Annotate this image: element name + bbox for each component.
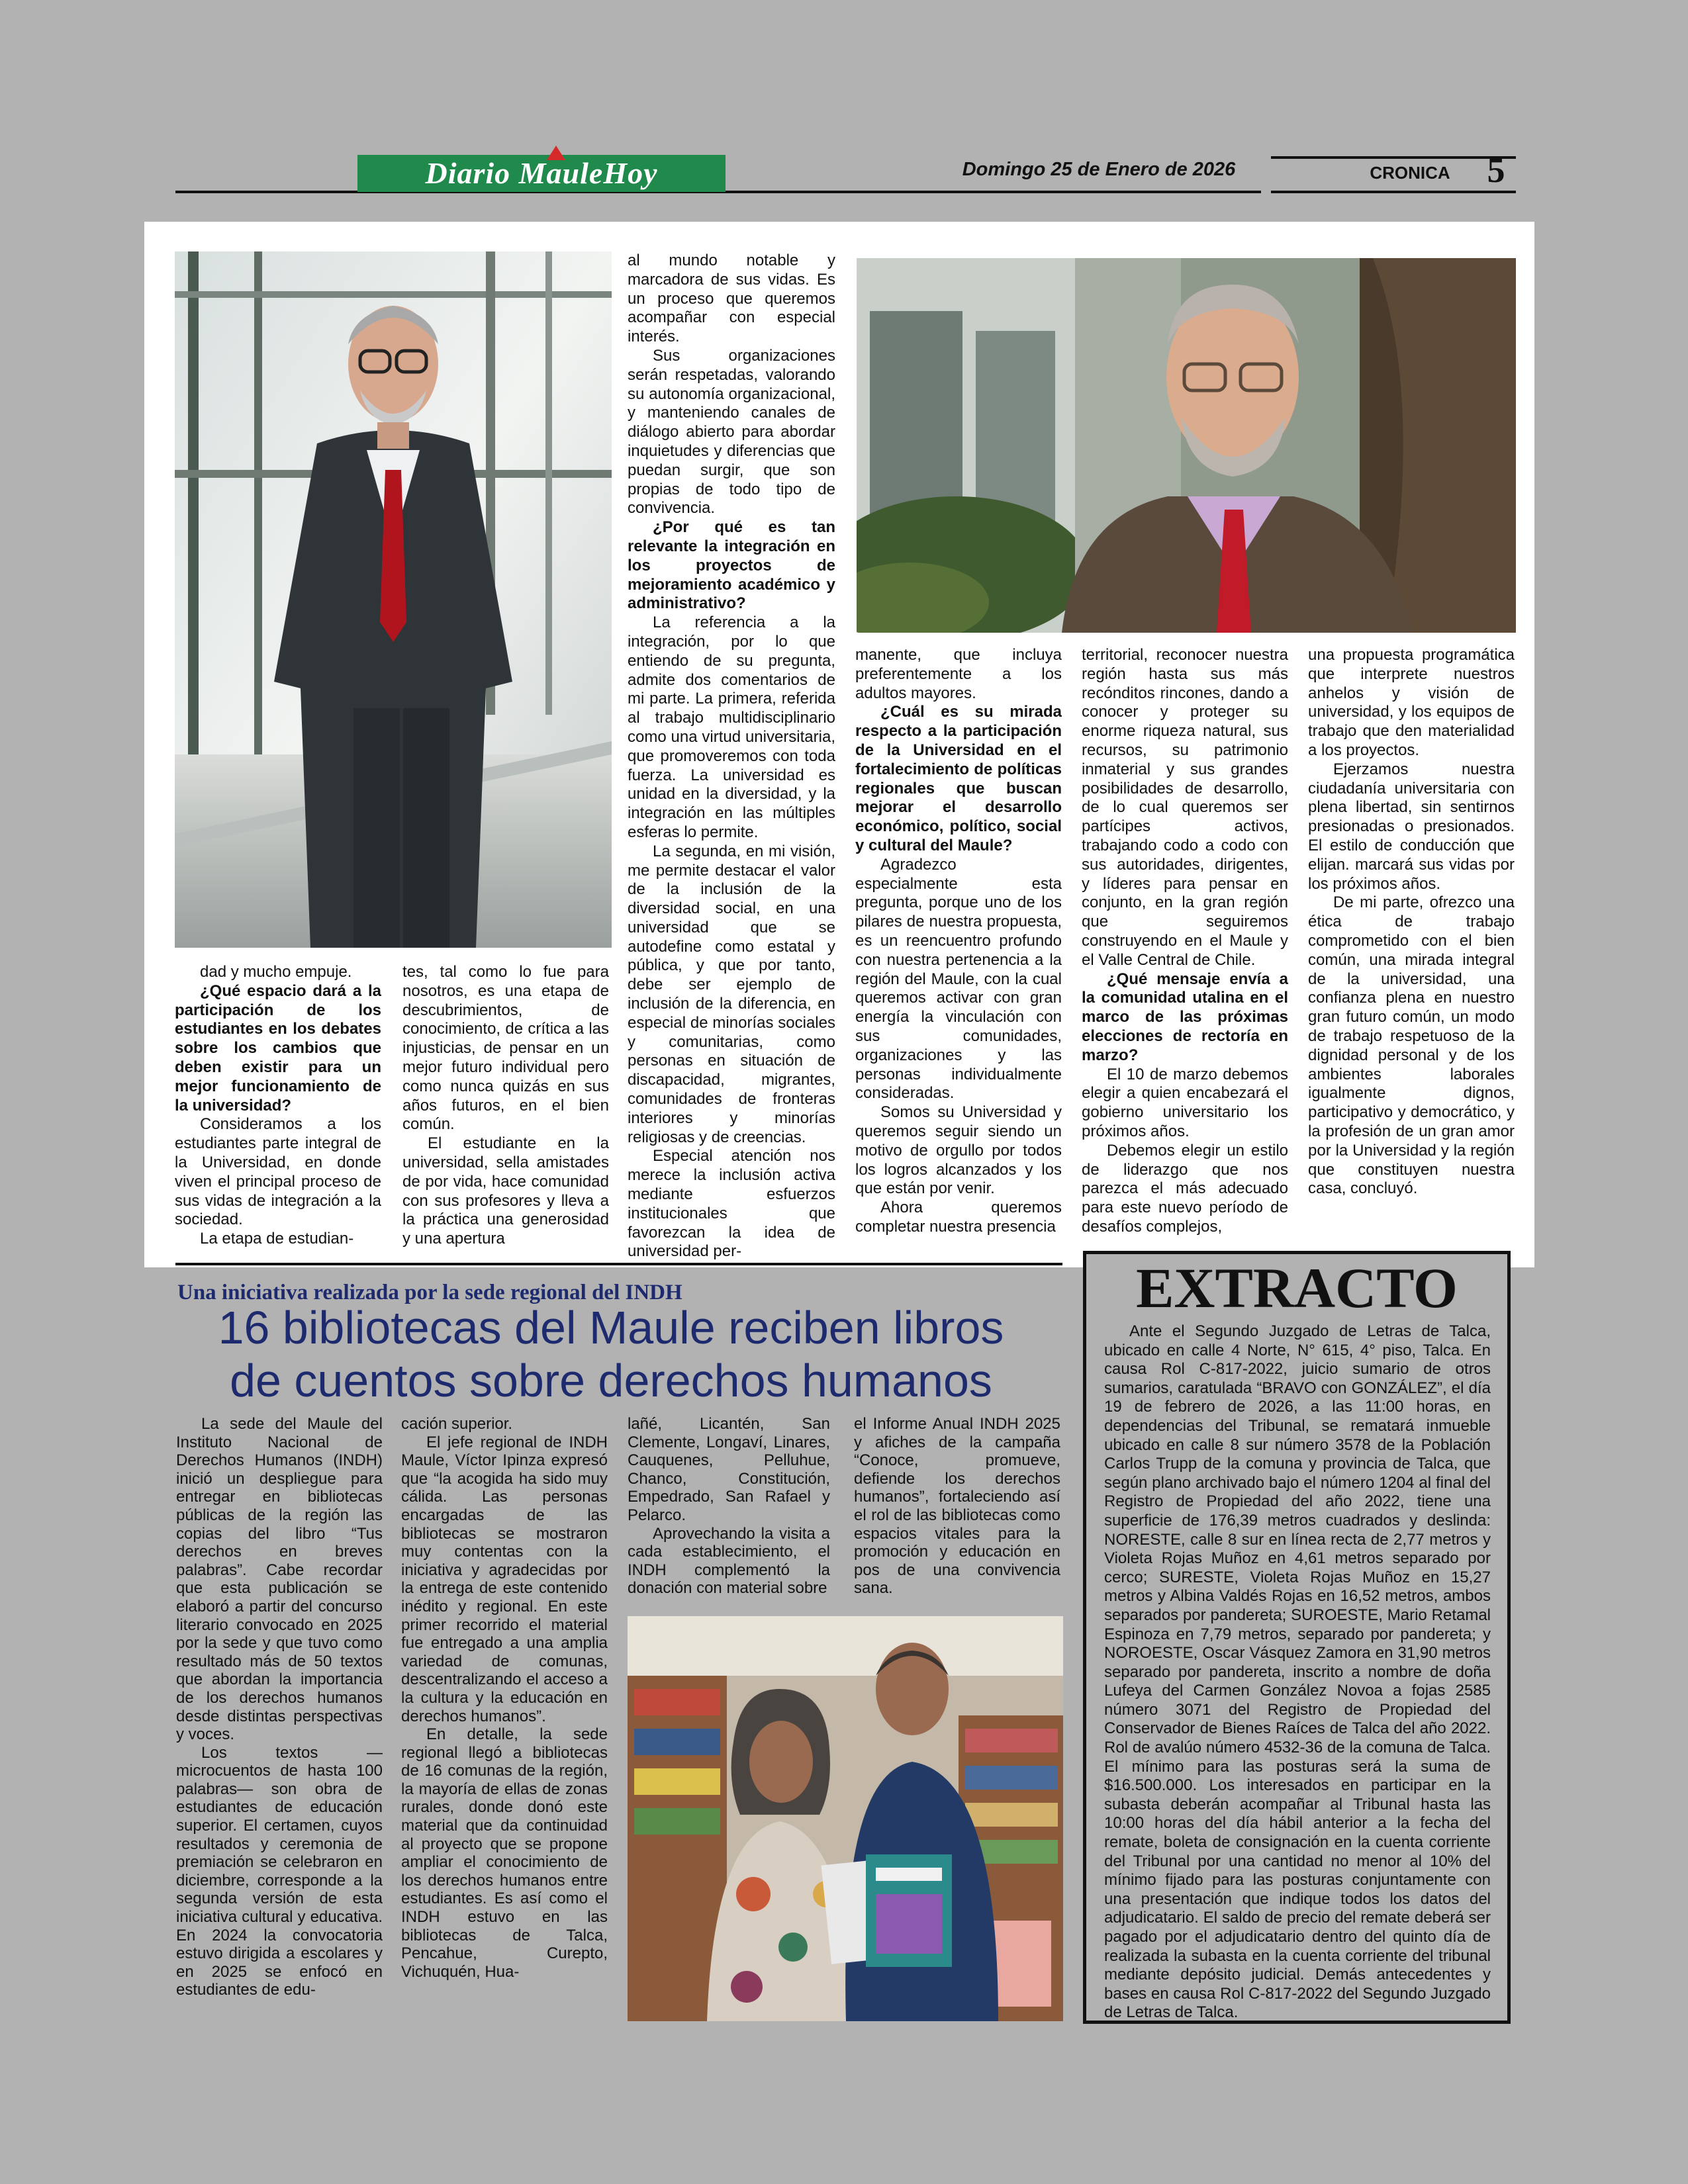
interview-col-2 — [402, 963, 609, 1249]
article-paragraph: En detalle, la sede regional llegó a bibliotecas de 16 comunas de la región, la mayoría de ellas de zonas rurales, donde donó este material que da continuidad al proyecto que se propone ampliar el conocimiento de los derechos humanos entre estudiantes. Es así como el INDH estuvo en las bibliotecas de Talca, Pencahue, Curepto, Vichuquén, Hua- — [401, 1725, 608, 1981]
interview-paragraph: manente, que incluya preferentemente a los adultos mayores. — [855, 646, 1062, 702]
interview-paragraph: La segunda, en mi visión, me permite destacar el valor de la inclusión de la diversidad social, en una universidad que se autodefine como estatal y pública, y que por tanto, debe ser ejemplo de inclusión de la diferencia, en especial de minorías sociales y comunitarias, como personas en situación de discapacidad, migrantes, comunidades de fronteras interiores y minorías religiosas y de creencias. — [628, 842, 835, 1146]
masthead-rule-right — [1271, 191, 1516, 193]
indh-headline-line-1: 16 bibliotecas del Maule reciben libros — [218, 1302, 1004, 1353]
brand-logo — [357, 155, 726, 192]
interview-photo-portrait — [857, 258, 1516, 633]
interview-col-5 — [1082, 646, 1288, 1237]
indh-headline — [171, 1301, 1051, 1407]
article-paragraph: Los textos —microcuentos de hasta 100 palabras— son obra de estudiantes de educación superior. El certamen, cuyos resultados y ceremonia de premiación se celebraron en diciembre, corresponde a la segunda versión de esta iniciativa cultural y educativa. En 2024 la convocatoria estuvo dirigida a escolares y en 2025 se enfocó en estudiantes de edu- — [176, 1743, 383, 1999]
article-paragraph: La sede del Maule del Instituto Nacional de Derechos Humanos (INDH) inició un despliegue para entregar en bibliotecas públicas de la región las copias del libro “Tus derechos en breves palabras”. Cabe recordar que esta publicación se elaboró a partir del concurso literario convocado en 2025 por la sede y que tuvo como resultado más de 50 textos que abordan la importancia de los derechos humanos desde distintas perspectivas y voces. — [176, 1415, 383, 1744]
interview-paragraph: Ejerzamos nuestra ciudadanía universitaria con plena libertad, sin sentirnos presionadas o presionados. El estilo de conducción que elijan. marcará sus vidas por los próximos años. — [1308, 760, 1515, 893]
interview-question: ¿Cuál es su mirada respecto a la participación de la Universidad en el fortalecimiento de políticas regionales que buscan mejorar el desarrollo económico, político, social y cultural del Maule? — [855, 703, 1062, 854]
indh-photo — [628, 1616, 1063, 2021]
library-delivery-image — [628, 1616, 1063, 2021]
interview-paragraph: Agradezco especialmente esta pregunta, porque uno de los pilares de nuestra propuesta, es un reencuentro profundo con nuestra pertenencia a la región del Maule, con la cual queremos activar con gran energía la vinculación con sus comunidades, organizaciones y las personas individualmente consideradas. — [855, 855, 1062, 1103]
indh-headline-line-2: de cuentos sobre derechos humanos — [230, 1355, 992, 1406]
interview-paragraph: Ahora queremos completar nuestra presencia — [855, 1199, 1062, 1236]
interview-col-6 — [1308, 646, 1515, 1199]
interview-paragraph: El 10 de marzo debemos elegir a quien encabezará el gobierno universitario los próximos años. — [1082, 1065, 1288, 1140]
extracto-title: EXTRACTO — [1136, 1256, 1458, 1320]
indh-col-1 — [176, 1415, 383, 1999]
page-number: 5 — [1487, 150, 1505, 190]
interview-paragraph: dad y mucho empuje. — [200, 963, 352, 981]
section-name: CRONICA — [1370, 163, 1450, 183]
interview-paragraph: Especial atención nos merece la inclusión activa mediante esfuerzos institucionales que favorezcan la idea de universidad per- — [628, 1147, 835, 1261]
article-paragraph: El jefe regional de INDH Maule, Víctor Ipinza expresó que “la acogida ha sido muy cálida. Las personas encargadas de las bibliotecas se mostraron muy contentas con la iniciativa y agradecidas por la entrega de este contenido inédito y regional. En este primer recorrido el material fue entregado a una amplia variedad de comunas, descentralizando el acceso a la cultura y la educación en derechos humanos”. — [401, 1433, 608, 1725]
issue-date: Domingo 25 de Enero de 2026 — [962, 159, 1236, 180]
indh-col-4 — [854, 1415, 1060, 1598]
portrait-man-image — [857, 258, 1516, 633]
interview-paragraph: La etapa de estudian- — [200, 1230, 354, 1248]
interview-question: ¿Por qué es tan relevante la integración en los proyectos de mejoramiento académico y administrativo? — [628, 518, 835, 613]
interview-paragraph: Sus organizaciones serán respetadas, valorando su autonomía organizacional, y manteniendo canales de diálogo abierto para abordar inquietudes y diferencias que puedan surgir, que son propias de todo tipo de convivencia. — [628, 346, 835, 518]
indh-col-3 — [628, 1415, 830, 1598]
interview-paragraph: una propuesta programática que interprete nuestros anhelos y visión de universidad, y los equipos de trabajo que den materialidad a los proyectos. — [1308, 646, 1515, 759]
article-paragraph: lañé, Licantén, San Clemente, Longaví, Linares, Cauquenes, Pelluhue, Chanco, Constitución, Empedrado, San Rafael y Pelarco. — [628, 1415, 830, 1524]
interview-paragraph: Somos su Universidad y queremos seguir siendo un motivo de orgullo por todos los logros alcanzados y los que están por venir. — [855, 1103, 1062, 1198]
brand-name: Diario MauleHoy — [425, 156, 658, 190]
article-paragraph: Aprovechando la visita a cada establecimiento, el INDH complementó la donación con material sobre — [628, 1524, 830, 1598]
interview-paragraph: al mundo notable y marcadora de sus vidas. Es un proceso que queremos acompañar con especial interés. — [628, 251, 835, 346]
interview-photo-standing — [175, 251, 612, 948]
interview-paragraph: Consideramos a los estudiantes parte integral de la Universidad, en donde viven el principal proceso de sus vidas de integración a la sociedad. — [175, 1115, 381, 1229]
logo-accent-icon — [547, 146, 565, 160]
interview-paragraph: Debemos elegir un estilo de liderazgo que nos parezca el más adecuado para este nuevo período de desafíos complejos, — [1082, 1141, 1288, 1236]
article-paragraph: cación superior. — [401, 1415, 513, 1433]
interview-paragraph: De mi parte, ofrezco una ética de trabajo comprometido con el bien común, una mirada integral de la universidad, una confianza plena en nuestro gran futuro común, un modo de trabajo respetuoso de la dignidad personal y de los ambientes laborales igualmente dignos, participativo y democrático, y la profesión de un gran amor por la Universidad y la región que constituyen nuestra casa, concluyó. — [1308, 893, 1515, 1198]
standing-man-image — [175, 251, 612, 948]
interview-col-4 — [855, 646, 1062, 1237]
article-paragraph: el Informe Anual INDH 2025 y afiches de la campaña “Conoce, promueve, defiende los derechos humanos”, fortaleciendo así el rol de las bibliotecas como espacios vitales para la promoción y educación en pos de una convivencia sana. — [854, 1415, 1060, 1598]
article-divider — [175, 1263, 1062, 1265]
interview-col-1 — [175, 963, 381, 1249]
interview-paragraph: tes, tal como lo fue para nosotros, es una etapa de descubrimientos, de conocimiento, de crítica a las injusticias, de pensar en un mejor futuro individual pero como nunca quizás en sus años futuros, en el bien común. — [402, 963, 609, 1134]
interview-question: ¿Qué mensaje envía a la comunidad utalina en el marco de las próximas elecciones de rectoría en marzo? — [1082, 970, 1288, 1064]
interview-col-3 — [628, 251, 835, 1261]
extracto-body: Ante el Segundo Juzgado de Letras de Talca, ubicado en calle 4 Norte, N° 615, 4° piso, Talca. En causa Rol C-817-2022, juicio sumario de otros sumarios, caratulada “BRAVO con GONZÁLEZ”, el día 19 de febrero de 2026, a las 11:00 horas, en dependencias del Tribunal, se rematará inmueble ubicado en calle 8 sur número 3578 de la Población Carlos Trupp de la comuna y provincia de Talca, que según plano archivado bajo el número 1204 al final del Registro de Propiedad del año 2022, tiene una superficie de 176,39 metros cuadrados y deslinda: NORESTE, calle 8 sur en línea recta de 2,77 metros y Violeta Rojas Muñoz en 4,61 metros separado por cerco; SURESTE, Violeta Rojas Muñoz en 15,27 metros y Albina Valdés Rojas en 16,52 metros, ambos separados por pandereta; SUROESTE, Mario Retamal Espinoza en 7,79 metros, separado por pandereta; y NOROESTE, Oscar Vásquez Zamora en 31,90 metros separado por pandereta, inscrito a nombre de doña Lufeya del Carmen González Novoa a fojas 2585 número 3071 del Registro de Propiedad del Conservador de Bienes Raíces de Talca del año 2022. Rol de avalúo número 4532-36 de la comuna de Talca. El mínimo para las posturas será la suma de $16.500.000. Los interesados en participar en la subasta deberán acompañar al Tribunal hasta las 10:00 horas del día hábil anterior a la fecha del remate, boleta de consignación en la cuenta corriente del Tribunal por una cantidad no menor al 10% del mínimo fijado para las posturas conjuntamente con una presentación que indique todos los datos del adjudicatario. El saldo de precio del remate deberá ser pagado por el adjudicatario dentro del quinto día de realizada la subasta en la cuenta corriente del tribunal mediante depósito judicial. Demás antecedentes y bases en causa Rol C-817-2022 del Segundo Juzgado de Letras de Talca. — [1104, 1322, 1491, 2022]
interview-paragraph: territorial, reconocer nuestra región hasta sus más recónditos rincones, dando a conocer y proteger su enorme riqueza natural, sus recursos, su patrimonio inmaterial y sus grandes posibilidades de desarrollo, de lo cual queremos ser partícipes activos, trabajando codo a codo con sus autoridades, dirigentes, y líderes para pensar en conjunto, en la gran región que seguiremos construyendo en el Maule y el Valle Central de Chile. — [1082, 646, 1288, 969]
interview-paragraph: El estudiante en la universidad, sella amistades de por vida, hace comunidad con sus profesores y lleva a la práctica una generosidad y una apertura — [402, 1134, 609, 1248]
indh-kicker: Una iniciativa realizada por la sede regional del INDH — [177, 1281, 682, 1304]
interview-question: ¿Qué espacio dará a la participación de los estudiantes en los debates sobre los cambios que deben existir para un mejor funcionamiento de la universidad? — [175, 981, 381, 1115]
interview-paragraph: La referencia a la integración, por lo que entiendo de su pregunta, admite dos comentarios de mi parte. La primera, referida al trabajo multidisciplinario como una virtud universitaria, que promoveremos con toda fuerza. La universidad es unidad en la diversidad, y la integración en las múltiples esferas lo permite. — [628, 614, 835, 841]
indh-col-2 — [401, 1415, 608, 1981]
